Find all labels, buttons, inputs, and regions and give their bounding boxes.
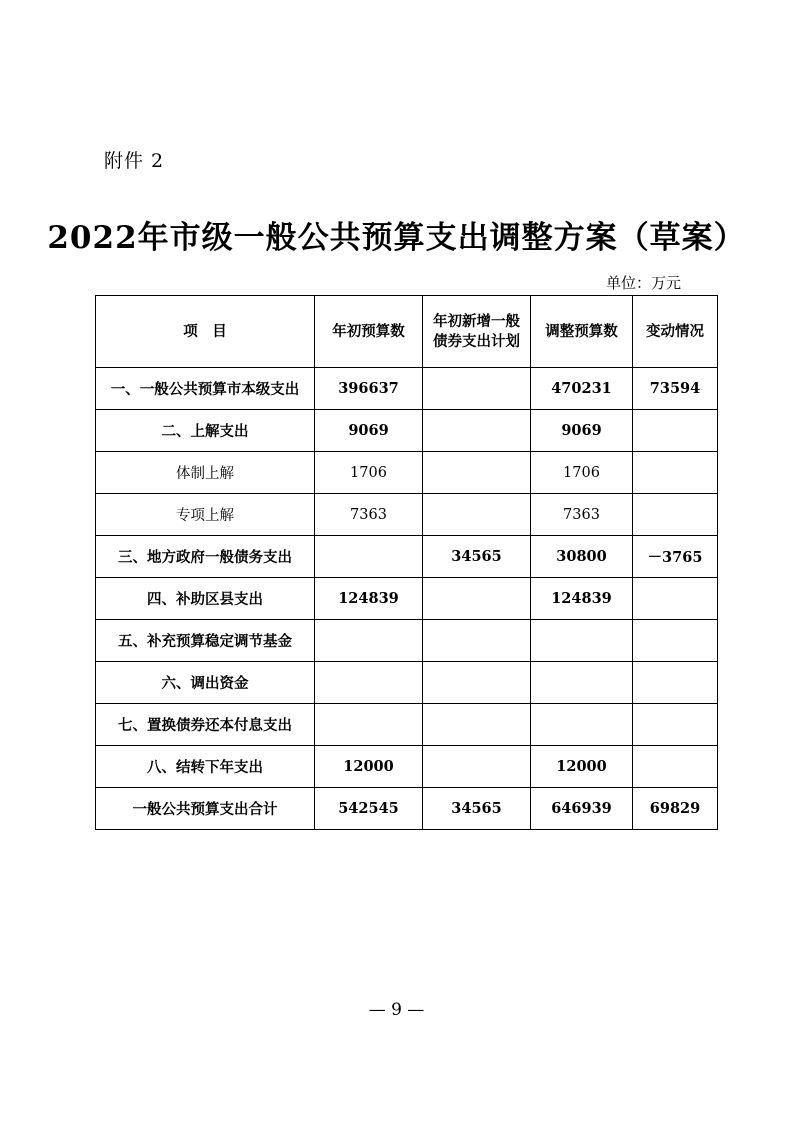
header-new-bond-plan: 年初新增一般债券支出计划 <box>423 296 531 368</box>
row-new-bond <box>423 368 531 410</box>
row-change <box>633 620 718 662</box>
row-initial-budget: 9069 <box>315 410 423 452</box>
table-row <box>96 368 718 410</box>
total-adjusted: 646939 <box>531 788 633 830</box>
row-new-bond <box>423 452 531 494</box>
total-row <box>96 788 718 830</box>
row-new-bond <box>423 662 531 704</box>
row-label: 三、地方政府一般债务支出 <box>96 536 315 578</box>
row-change <box>633 704 718 746</box>
header-initial-budget: 年初预算数 <box>315 296 423 368</box>
row-new-bond <box>423 494 531 536</box>
row-change <box>633 746 718 788</box>
table-row <box>96 578 718 620</box>
total-label: 一般公共预算支出合计 <box>96 788 315 830</box>
row-initial-budget <box>315 704 423 746</box>
table-row <box>96 620 718 662</box>
row-new-bond <box>423 620 531 662</box>
row-adjusted-budget: 124839 <box>531 578 633 620</box>
total-change: 69829 <box>633 788 718 830</box>
table-row <box>96 536 718 578</box>
table-row <box>96 452 718 494</box>
row-change <box>633 494 718 536</box>
row-adjusted-budget <box>531 620 633 662</box>
row-new-bond <box>423 410 531 452</box>
header-item: 项 目 <box>96 296 315 368</box>
row-new-bond <box>423 746 531 788</box>
total-initial: 542545 <box>315 788 423 830</box>
row-label: 专项上解 <box>96 494 315 536</box>
row-label: 六、调出资金 <box>96 662 315 704</box>
row-initial-budget <box>315 662 423 704</box>
row-change: －3765 <box>633 536 718 578</box>
row-label: 八、结转下年支出 <box>96 746 315 788</box>
unit-label: 单位：万元 <box>605 274 681 292</box>
row-initial-budget <box>315 536 423 578</box>
row-new-bond <box>423 704 531 746</box>
row-change <box>633 578 718 620</box>
header-adjusted-budget: 调整预算数 <box>531 296 633 368</box>
document-title: 2022年市级一般公共预算支出调整方案（草案） <box>47 220 746 256</box>
row-change <box>633 452 718 494</box>
row-new-bond <box>423 578 531 620</box>
row-initial-budget: 7363 <box>315 494 423 536</box>
row-new-bond: 34565 <box>423 536 531 578</box>
row-adjusted-budget: 9069 <box>531 410 633 452</box>
budget-table <box>95 295 718 830</box>
header-change: 变动情况 <box>633 296 718 368</box>
row-adjusted-budget: 470231 <box>531 368 633 410</box>
row-change <box>633 410 718 452</box>
row-initial-budget: 12000 <box>315 746 423 788</box>
row-adjusted-budget: 12000 <box>531 746 633 788</box>
row-label: 体制上解 <box>96 452 315 494</box>
row-label: 七、置换债券还本付息支出 <box>96 704 315 746</box>
row-adjusted-budget: 30800 <box>531 536 633 578</box>
table-row <box>96 494 718 536</box>
row-label: 一、一般公共预算市本级支出 <box>96 368 315 410</box>
row-label: 四、补助区县支出 <box>96 578 315 620</box>
table-row <box>96 704 718 746</box>
row-adjusted-budget: 7363 <box>531 494 633 536</box>
table-row <box>96 410 718 452</box>
row-initial-budget: 124839 <box>315 578 423 620</box>
table-row <box>96 662 718 704</box>
row-label: 五、补充预算稳定调节基金 <box>96 620 315 662</box>
row-initial-budget: 396637 <box>315 368 423 410</box>
total-new-bond: 34565 <box>423 788 531 830</box>
row-initial-budget: 1706 <box>315 452 423 494</box>
attachment-label: 附件 2 <box>104 150 165 172</box>
row-initial-budget <box>315 620 423 662</box>
table-header-row <box>96 296 718 368</box>
row-label: 二、上解支出 <box>96 410 315 452</box>
row-adjusted-budget <box>531 704 633 746</box>
row-adjusted-budget <box>531 662 633 704</box>
page-number: — 9 — <box>368 1000 425 1020</box>
row-adjusted-budget: 1706 <box>531 452 633 494</box>
row-change: 73594 <box>633 368 718 410</box>
table-row <box>96 746 718 788</box>
row-change <box>633 662 718 704</box>
